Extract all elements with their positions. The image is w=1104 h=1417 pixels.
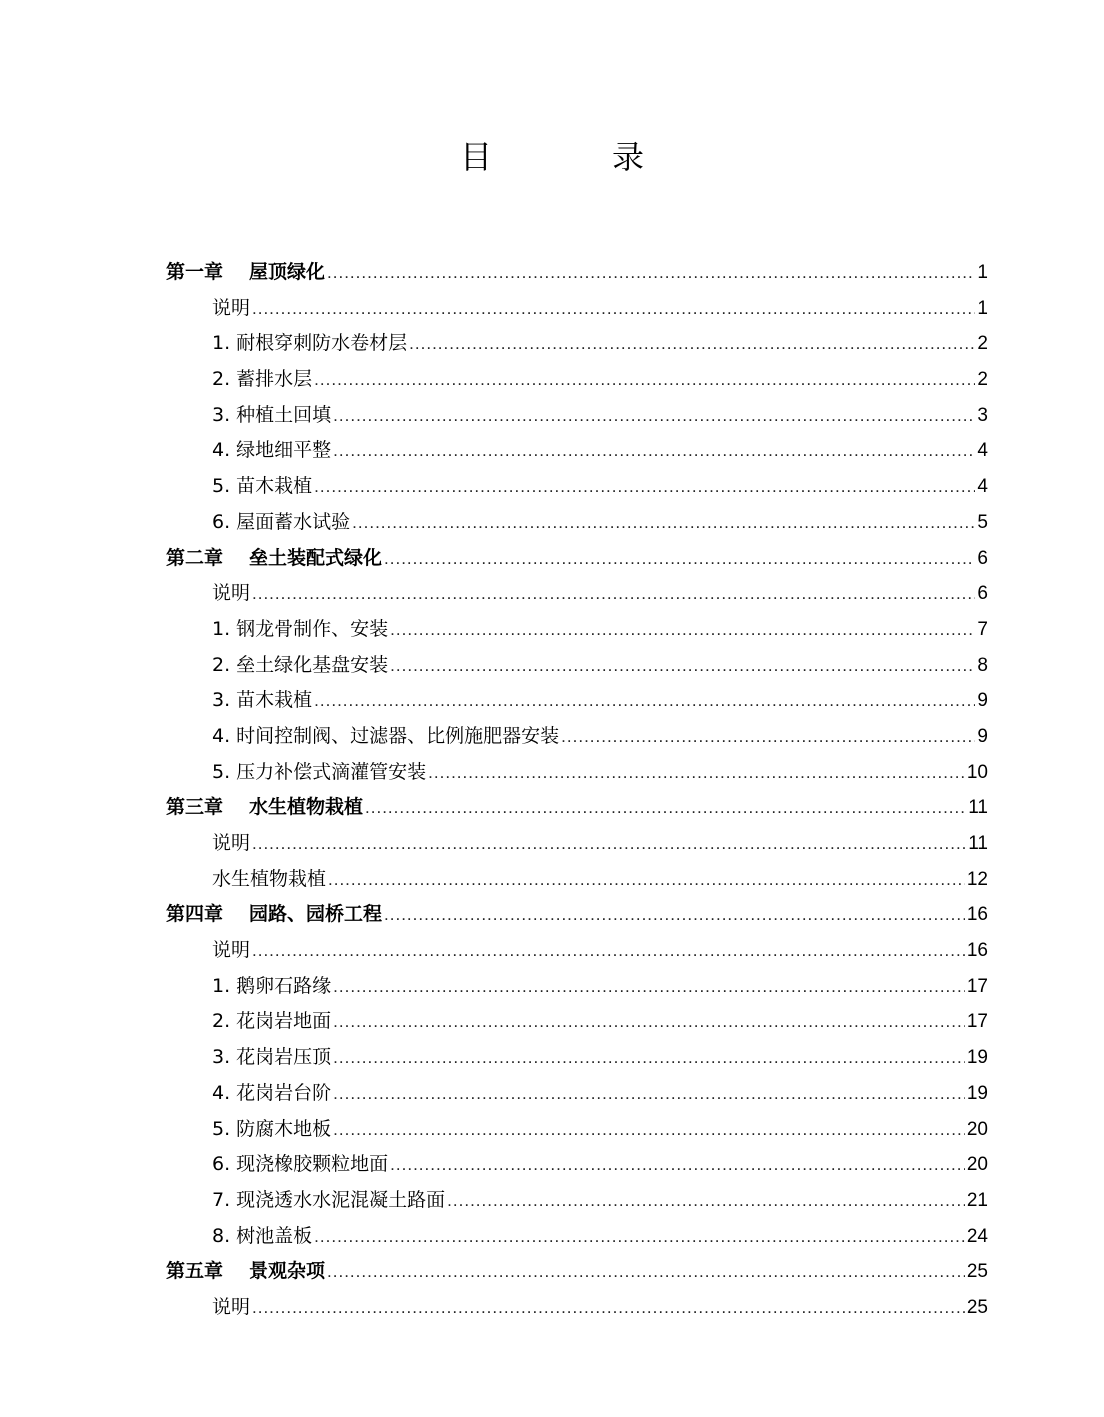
- toc-chapter-entry[interactable]: [166, 257, 988, 293]
- dot-leader: [333, 406, 975, 426]
- toc-entry-title: 说明: [212, 832, 251, 854]
- chapter-title: 园路、园桥工程: [249, 903, 383, 926]
- toc-page-number: 16: [966, 904, 988, 926]
- dot-leader: [333, 1120, 965, 1140]
- toc-page-number: 20: [966, 1154, 988, 1176]
- toc-entry-title: [166, 899, 382, 926]
- toc-section-entry[interactable]: [166, 1078, 988, 1114]
- chapter-title: 景观杂项: [249, 1260, 326, 1283]
- toc-page-number: 11: [968, 833, 988, 854]
- toc-page-number: 2: [977, 369, 988, 391]
- toc-section-entry[interactable]: [166, 614, 988, 650]
- toc-entry-title: 1. 耐根穿刺防水卷材层: [212, 332, 408, 355]
- toc-section-entry[interactable]: [166, 1185, 988, 1221]
- chapter-number: 第二章: [166, 546, 224, 569]
- toc-entry-title: 5. 压力补偿式滴灌管安装: [212, 760, 427, 783]
- dot-leader: [314, 691, 975, 711]
- chapter-number: 第一章: [166, 261, 224, 283]
- chapter-title: 水生植物栽植: [249, 796, 364, 819]
- toc-section-entry[interactable]: [166, 1149, 988, 1185]
- toc-section-entry[interactable]: [166, 1292, 988, 1328]
- toc-entry-title: 3. 花岗岩压顶: [212, 1046, 332, 1069]
- toc-page-number: 9: [977, 725, 988, 747]
- dot-leader: [327, 1262, 965, 1282]
- toc-page-number: 17: [966, 975, 988, 997]
- toc-page-number: 17: [966, 1011, 988, 1033]
- toc-section-entry[interactable]: [166, 364, 988, 400]
- dot-leader: [428, 763, 965, 783]
- toc-section-entry[interactable]: [166, 935, 988, 971]
- dot-leader: [314, 370, 975, 390]
- toc-entry-title: 2. 垒土绿化基盘安装: [212, 653, 389, 676]
- dot-leader: [390, 1155, 965, 1175]
- toc-section-entry[interactable]: [166, 293, 988, 329]
- toc-section-entry[interactable]: [166, 1006, 988, 1042]
- toc-entry-title: [166, 543, 382, 570]
- toc-section-entry[interactable]: [166, 400, 988, 436]
- toc-section-entry[interactable]: [166, 578, 988, 614]
- dot-leader: [333, 1084, 965, 1104]
- toc-entry-title: 说明: [212, 1295, 251, 1318]
- toc-entry-title: 2. 蓄排水层: [212, 368, 313, 391]
- toc-section-entry[interactable]: [166, 721, 988, 757]
- toc-entry-title: [166, 792, 363, 819]
- dot-leader: [333, 441, 975, 461]
- toc-page-number: 25: [966, 1261, 988, 1283]
- toc-section-entry[interactable]: [166, 328, 988, 364]
- toc-section-entry[interactable]: [166, 828, 988, 864]
- toc-page-number: 19: [966, 1047, 988, 1069]
- toc-section-entry[interactable]: [166, 1221, 988, 1257]
- dot-leader: [252, 834, 966, 854]
- toc-section-entry[interactable]: [166, 971, 988, 1007]
- toc-page-number: 19: [966, 1082, 988, 1104]
- dot-leader: [352, 513, 975, 533]
- dot-leader: [252, 1298, 965, 1318]
- toc-page-number: 20: [966, 1118, 988, 1140]
- toc-entry-title: 6. 现浇橡胶颗粒地面: [212, 1153, 389, 1176]
- toc-entry-title: 5. 防腐木地板: [212, 1117, 332, 1140]
- toc-entry-title: 4. 花岗岩台阶: [212, 1081, 332, 1104]
- dot-leader: [390, 656, 975, 676]
- toc-entry-title: 5. 苗木栽植: [212, 475, 313, 498]
- dot-leader: [333, 1012, 965, 1032]
- toc-entry-title: 6. 屋面蓄水试验: [212, 510, 351, 533]
- toc-entry-title: 说明: [212, 939, 251, 962]
- toc-entry-title: 1. 鹅卵石路缘: [212, 974, 332, 997]
- toc-page-number: 1: [977, 297, 988, 319]
- toc-section-entry[interactable]: [166, 471, 988, 507]
- toc-page-number: 16: [966, 940, 988, 962]
- toc-section-entry[interactable]: [166, 864, 988, 900]
- toc-section-entry[interactable]: [166, 1114, 988, 1150]
- table-of-contents: [166, 257, 988, 1328]
- toc-entry-title: 4. 时间控制阀、过滤器、比例施肥器安装: [212, 724, 560, 747]
- toc-chapter-entry[interactable]: [166, 543, 988, 579]
- toc-section-entry[interactable]: [166, 757, 988, 793]
- toc-entry-title: 7. 现浇透水水泥混凝土路面: [212, 1188, 446, 1211]
- toc-page-number: 1: [977, 262, 988, 283]
- dot-leader: [314, 477, 975, 497]
- dot-leader: [328, 870, 965, 890]
- toc-entry-title: 说明: [212, 296, 251, 319]
- toc-page-number: 9: [977, 690, 988, 712]
- dot-leader: [561, 727, 975, 747]
- dot-leader: [314, 1227, 965, 1247]
- chapter-title: 屋顶绿化: [249, 261, 326, 283]
- toc-chapter-entry[interactable]: [166, 792, 988, 828]
- toc-page-number: 4: [977, 440, 988, 462]
- dot-leader: [365, 798, 966, 818]
- chapter-title: 垒土装配式绿化: [249, 546, 383, 569]
- toc-section-entry[interactable]: [166, 507, 988, 543]
- chapter-number: 第五章: [166, 1260, 224, 1283]
- dot-leader: [390, 620, 975, 640]
- toc-page-number: 25: [966, 1296, 988, 1318]
- dot-leader: [384, 549, 975, 569]
- toc-page-number: 4: [977, 476, 988, 498]
- toc-page-number: 24: [966, 1225, 988, 1247]
- toc-entry-title: 3. 种植土回填: [212, 403, 332, 426]
- dot-leader: [327, 263, 975, 283]
- toc-entry-title: [166, 1256, 325, 1283]
- toc-section-entry[interactable]: [166, 1042, 988, 1078]
- toc-page-number: 2: [977, 333, 988, 355]
- dot-leader: [384, 905, 965, 925]
- toc-section-entry[interactable]: [166, 685, 988, 721]
- toc-page-number: 11: [968, 797, 988, 819]
- toc-entry-title: 说明: [212, 582, 251, 605]
- toc-page-number: 8: [977, 654, 988, 676]
- toc-entry-title: 4. 绿地细平整: [212, 439, 332, 462]
- dot-leader: [447, 1191, 965, 1211]
- toc-entry-title: 1. 钢龙骨制作、安装: [212, 617, 389, 640]
- toc-page-number: 12: [966, 868, 988, 890]
- toc-entry-title: 8. 树池盖板: [212, 1224, 313, 1247]
- dot-leader: [252, 584, 975, 604]
- toc-page-number: 10: [966, 761, 988, 783]
- dot-leader: [333, 977, 965, 997]
- toc-page-number: 6: [977, 583, 988, 605]
- toc-entry-title: 水生植物栽植: [212, 867, 327, 890]
- toc-entry-title: 3. 苗木栽植: [212, 689, 313, 712]
- dot-leader: [333, 1048, 965, 1068]
- dot-leader: [252, 941, 965, 961]
- toc-section-entry[interactable]: [166, 650, 988, 686]
- toc-page-number: 7: [977, 618, 988, 640]
- toc-chapter-entry[interactable]: [166, 1256, 988, 1292]
- toc-page-number: 5: [977, 511, 988, 533]
- toc-chapter-entry[interactable]: [166, 899, 988, 935]
- toc-section-entry[interactable]: [166, 435, 988, 471]
- chapter-number: 第四章: [166, 903, 224, 926]
- page-title: 目 录: [459, 138, 688, 176]
- toc-page-number: 3: [977, 404, 988, 426]
- toc-page-number: 6: [977, 547, 988, 569]
- dot-leader: [252, 299, 975, 319]
- toc-entry-title: [166, 257, 325, 284]
- dot-leader: [409, 334, 975, 354]
- toc-page-number: 21: [966, 1189, 988, 1211]
- toc-entry-title: 2. 花岗岩地面: [212, 1010, 332, 1033]
- chapter-number: 第三章: [166, 796, 224, 819]
